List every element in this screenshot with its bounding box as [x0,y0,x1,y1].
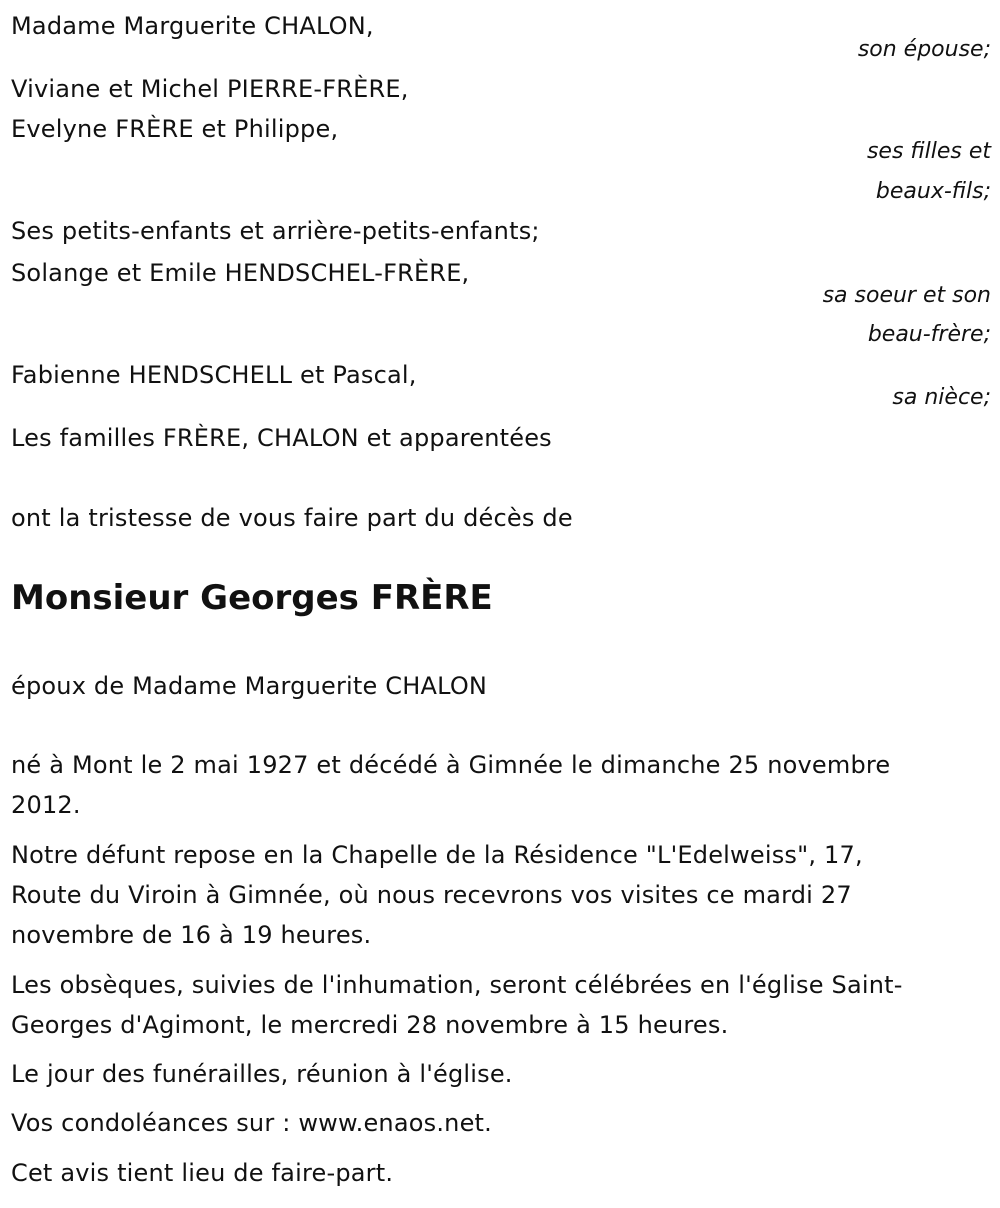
family-line-niece: Fabienne HENDSCHELL et Pascal, [11,361,417,389]
detail-line: novembre de 16 à 19 heures. [11,921,372,949]
detail-line: Notre défunt repose en la Chapelle de la Résidence "L'Edelweiss", 17, [11,841,863,869]
relation-niece: sa nièce; [892,385,991,410]
family-line-daughter-1: Viviane et Michel PIERRE-FRÈRE, [11,75,409,103]
relation-sister-1: sa soeur et son [822,283,991,308]
detail-line: Route du Viroin à Gimnée, où nous recevrons vos visites ce mardi 27 [11,881,852,909]
condolences-line: Vos condoléances sur : www.enaos.net. [11,1109,492,1137]
family-line-spouse: Madame Marguerite CHALON, [11,12,374,40]
detail-line: Georges d'Agimont, le mercredi 28 novembre à 15 heures. [11,1011,729,1039]
relation-spouse: son épouse; [857,37,991,62]
obituary-notice [11,0,991,1208]
family-line-grandchildren: Ses petits-enfants et arrière-petits-enfants; [11,217,540,245]
relation-daughters-2: beaux-fils; [875,179,991,204]
relation-daughters-1: ses filles et [866,139,991,164]
deceased-name: Monsieur Georges FRÈRE [11,578,493,618]
detail-line: Les obsèques, suivies de l'inhumation, seront célébrées en l'église Saint- [11,971,903,999]
family-line-daughter-2: Evelyne FRÈRE et Philippe, [11,115,339,143]
detail-line: né à Mont le 2 mai 1927 et décédé à Gimnée le dimanche 25 novembre [11,751,891,779]
detail-line: Le jour des funérailles, réunion à l'église. [11,1060,513,1088]
spouse-line: époux de Madame Marguerite CHALON [11,672,488,700]
family-line-sister: Solange et Emile HENDSCHEL-FRÈRE, [11,259,470,287]
announcement-text: ont la tristesse de vous faire part du décès de [11,504,573,532]
detail-line: 2012. [11,791,81,819]
family-line-families: Les familles FRÈRE, CHALON et apparentées [11,424,552,452]
detail-line: Cet avis tient lieu de faire-part. [11,1159,394,1187]
relation-sister-2: beau-frère; [867,322,991,347]
